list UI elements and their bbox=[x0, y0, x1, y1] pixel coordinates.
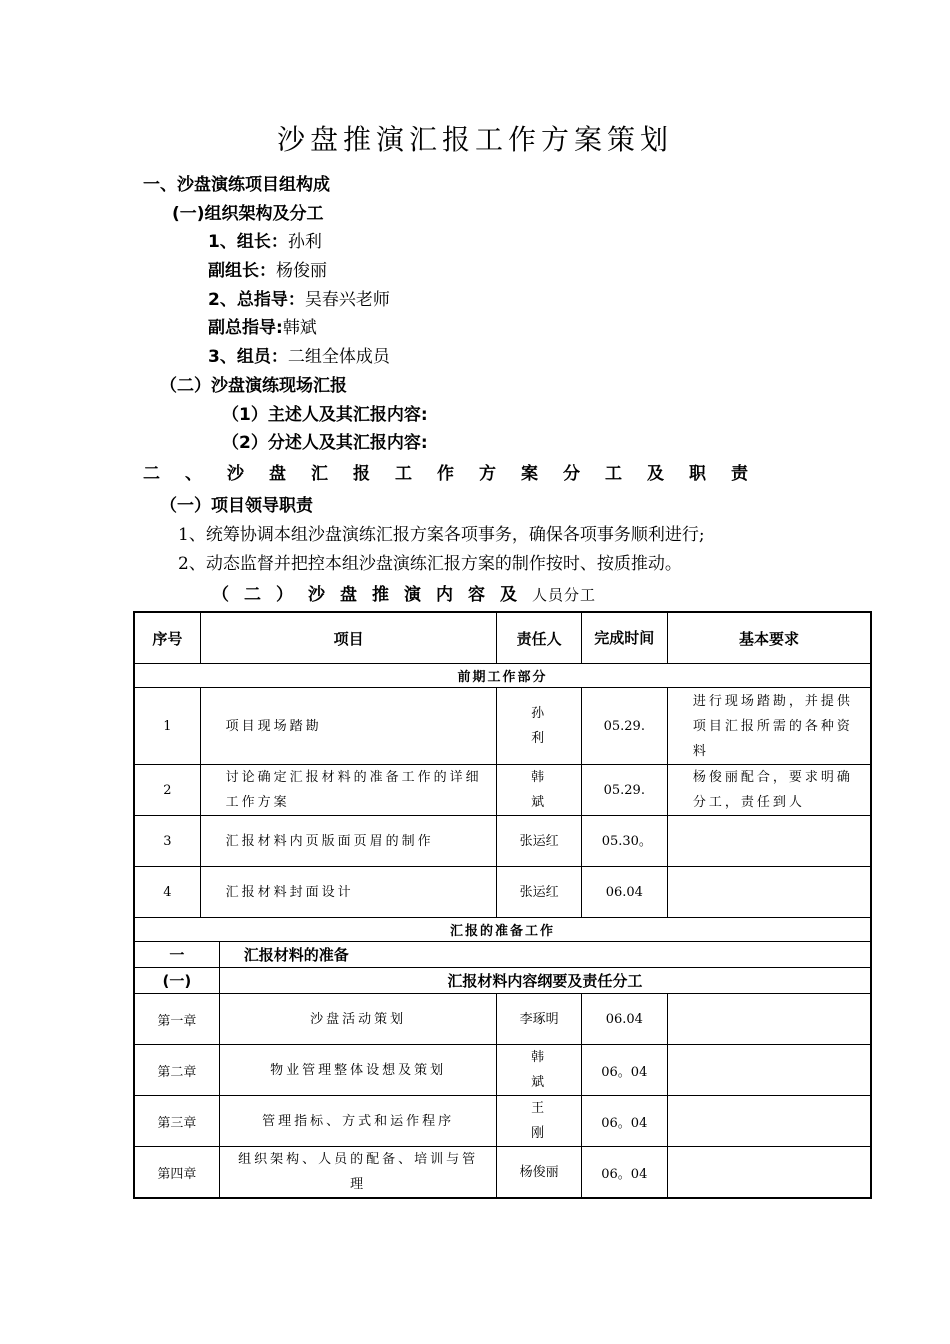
chapter-date: 06。04 bbox=[581, 1045, 667, 1096]
chief-instructor-line: 2、总指导：吴春兴老师 bbox=[208, 290, 390, 310]
chapter-item: 管理指标、方式和运作程序 bbox=[219, 1096, 497, 1147]
duty-2: 2、动态监督并把控本组沙盘演练汇报方案的制作按时、按质推动。 bbox=[178, 554, 682, 574]
chapter-requirement bbox=[667, 1147, 871, 1199]
row-requirement bbox=[667, 816, 871, 867]
sub-presenter-line: （2）分述人及其汇报内容: bbox=[222, 433, 428, 453]
section-row-preliminary bbox=[134, 664, 871, 688]
header-no: 序号 bbox=[134, 612, 200, 664]
deputy-leader-line: 副组长：杨俊丽 bbox=[208, 261, 327, 281]
section-row-preparation bbox=[134, 918, 871, 942]
section-2-heading: 二、沙盘汇报工作方案分工及职责 bbox=[143, 464, 773, 484]
section-1-heading: 一、沙盘演练项目组构成 bbox=[143, 175, 330, 195]
row-date: 05.29. bbox=[581, 765, 667, 816]
chapter-person: 韩斌 bbox=[497, 1045, 581, 1096]
row-date: 06.04 bbox=[581, 867, 667, 918]
row-item: 项目现场踏勘 bbox=[200, 688, 497, 765]
row-date: 05.30。 bbox=[581, 816, 667, 867]
section-1-sub-2: （二）沙盘演练现场汇报 bbox=[160, 376, 347, 396]
team-leader-line: 1、组长：孙利 bbox=[208, 232, 322, 252]
chapter-date: 06.04 bbox=[581, 994, 667, 1045]
chapter-item: 沙盘活动策划 bbox=[219, 994, 497, 1045]
main-presenter-line: （1）主述人及其汇报内容: bbox=[222, 405, 428, 425]
row-requirement: 进行现场踏勘，并提供项目汇报所需的各种资料 bbox=[667, 688, 871, 765]
row-no: 2 bbox=[134, 765, 200, 816]
chapter-requirement bbox=[667, 1045, 871, 1096]
row-no: 4 bbox=[134, 867, 200, 918]
row-person: 张运红 bbox=[497, 867, 581, 918]
row-one-label: 汇报材料的准备 bbox=[219, 942, 871, 968]
document-title: 沙盘推演汇报工作方案策划 bbox=[276, 123, 673, 156]
row-item: 讨论确定汇报材料的准备工作的详细工作方案 bbox=[200, 765, 497, 816]
section-preliminary-label: 前期工作部分 bbox=[134, 664, 871, 688]
table-row-one bbox=[134, 942, 871, 968]
header-requirement: 基本要求 bbox=[667, 612, 871, 664]
chapter-person: 李琢明 bbox=[497, 994, 581, 1045]
table-row-one-sub bbox=[134, 968, 871, 994]
section-1-sub-1: (一)组织架构及分工 bbox=[172, 204, 324, 224]
work-assignment-table bbox=[133, 611, 872, 1199]
chapter-no: 第四章 bbox=[134, 1147, 219, 1199]
row-item: 汇报材料内页版面页眉的制作 bbox=[200, 816, 497, 867]
row-no: 1 bbox=[134, 688, 200, 765]
row-one-sub-no: (一) bbox=[134, 968, 219, 994]
chapter-requirement bbox=[667, 1096, 871, 1147]
row-person: 韩斌 bbox=[497, 765, 581, 816]
deputy-instructor-line: 副总指导:韩斌 bbox=[208, 318, 317, 338]
table-row bbox=[134, 765, 871, 816]
header-date: 完成时间 bbox=[581, 612, 667, 664]
table-row bbox=[134, 867, 871, 918]
chapter-person: 杨俊丽 bbox=[497, 1147, 581, 1199]
table-row bbox=[134, 688, 871, 765]
chapter-row bbox=[134, 1045, 871, 1096]
row-requirement bbox=[667, 867, 871, 918]
header-person: 责任人 bbox=[497, 612, 581, 664]
chapter-requirement bbox=[667, 994, 871, 1045]
table-row bbox=[134, 816, 871, 867]
members-line: 3、组员：二组全体成员 bbox=[208, 347, 390, 367]
row-one-sub-label: 汇报材料内容纲要及责任分工 bbox=[219, 968, 871, 994]
chapter-no: 第一章 bbox=[134, 994, 219, 1045]
row-item: 汇报材料封面设计 bbox=[200, 867, 497, 918]
duty-1: 1、统筹协调本组沙盘演练汇报方案各项事务，确保各项事务顺利进行; bbox=[178, 525, 705, 545]
chapter-date: 06。04 bbox=[581, 1147, 667, 1199]
chapter-no: 第三章 bbox=[134, 1096, 219, 1147]
chapter-item: 组织架构、人员的配备、培训与管理 bbox=[219, 1147, 497, 1199]
chapter-person: 王刚 bbox=[497, 1096, 581, 1147]
chapter-item: 物业管理整体设想及策划 bbox=[219, 1045, 497, 1096]
chapter-row bbox=[134, 994, 871, 1045]
section-preparation-label: 汇报的准备工作 bbox=[134, 918, 871, 942]
chapter-row bbox=[134, 1147, 871, 1199]
row-person: 孙利 bbox=[497, 688, 581, 765]
row-requirement: 杨俊丽配合，要求明确分工，责任到人 bbox=[667, 765, 871, 816]
chapter-no: 第二章 bbox=[134, 1045, 219, 1096]
row-person: 张运红 bbox=[497, 816, 581, 867]
row-one-no: 一 bbox=[134, 942, 219, 968]
header-item: 项目 bbox=[200, 612, 497, 664]
row-no: 3 bbox=[134, 816, 200, 867]
row-date: 05.29. bbox=[581, 688, 667, 765]
section-2-sub-1: （一）项目领导职责 bbox=[160, 496, 313, 516]
chapter-date: 06。04 bbox=[581, 1096, 667, 1147]
section-2-sub-2: （二）沙盘推演内容及人员分工 bbox=[212, 585, 597, 605]
chapter-row bbox=[134, 1096, 871, 1147]
table-header-row bbox=[134, 612, 871, 664]
